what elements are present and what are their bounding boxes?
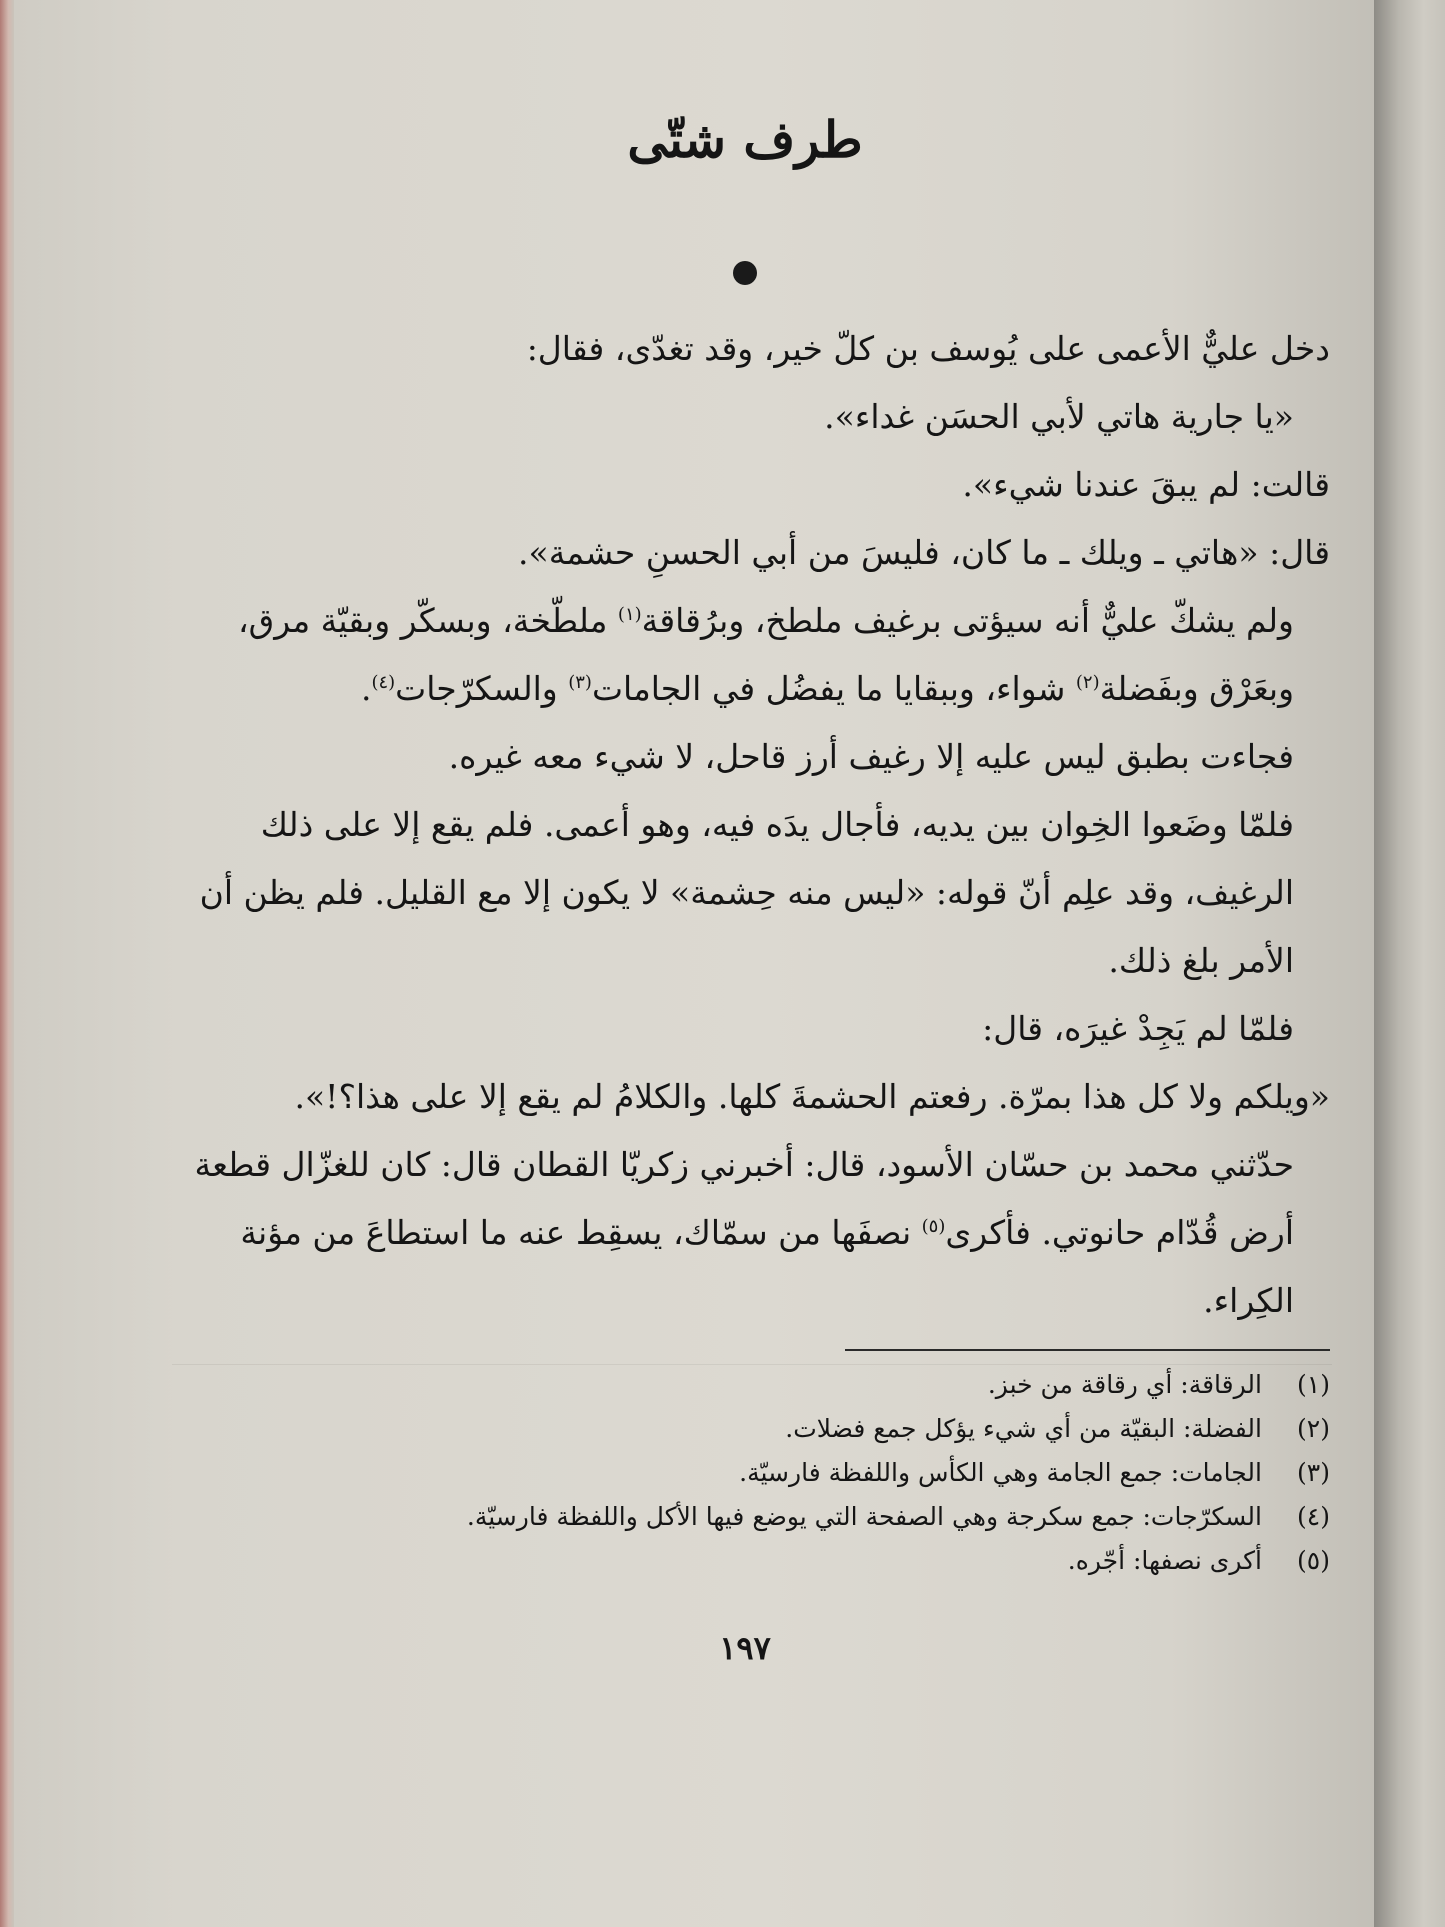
footnote-ref-1: (١)	[617, 604, 642, 625]
footnote-number: (٣)	[1297, 1458, 1330, 1487]
footnote-text: أكرى نصفها: أجّره.	[1067, 1546, 1262, 1575]
paragraph-1: دخل عليٌّ الأعمى على يُوسف بن كلّ خير، وقد تغدّى، فقال:	[526, 329, 1330, 368]
adjacent-page-edge	[0, 0, 14, 1927]
page-number: ١٩٧	[719, 1629, 771, 1667]
paragraph-5-part-d: والسكرّجات	[395, 669, 569, 708]
footnote-text: الفضلة: البقيّة من أي شيء يؤكل جمع فضلات.	[785, 1414, 1262, 1443]
footnote-ref-5: (٥)	[921, 1216, 946, 1237]
paragraph-6: فجاءت بطبق ليس عليه إلا رغيف أرز قاحل، لا شيء معه غيره.	[448, 737, 1294, 776]
footnote-4	[160, 1495, 1330, 1539]
section-bullet	[733, 261, 757, 285]
footnote-text: الجامات: جمع الجامة وهي الكأس واللفظة فارسيّة.	[739, 1458, 1262, 1487]
footnote-text: السكرّجات: جمع سكرجة وهي الصفحة التي يوضع فيها الأكل واللفظة فارسيّة.	[466, 1502, 1262, 1531]
footnotes	[160, 1363, 1330, 1583]
paragraph-8: فلمّا لم يَجِدْ غيرَه، قال:	[982, 1009, 1294, 1048]
footnote-separator	[845, 1349, 1330, 1351]
paragraph-10-part-a: حدّثني محمد بن حسّان الأسود، قال: أخبرني زكريّا القطان قال: كان للغزّال قطعة أرض قُدّام حانوتي. فأكرى	[194, 1145, 1294, 1252]
footnote-ref-3: (٣)	[568, 672, 592, 693]
paragraph-5-part-a: ولم يشكّ عليٌّ أنه سيؤتى برغيف ملطخ، وبرُقاقة	[641, 601, 1294, 640]
page-title: طرف شتّى	[627, 110, 863, 169]
paragraph-10	[160, 1131, 1330, 1335]
footnote-5	[160, 1539, 1330, 1583]
footnote-2	[160, 1407, 1330, 1451]
footnote-number: (٢)	[1297, 1414, 1330, 1443]
footnote-ref-4: (٤)	[371, 672, 396, 693]
footnote-1	[160, 1363, 1330, 1407]
paragraph-9: «ويلكم ولا كل هذا بمرّة. رفعتم الحشمةَ كلها. والكلامُ لم يقع إلا على هذا؟!».	[294, 1077, 1330, 1116]
footnote-3	[160, 1451, 1330, 1495]
footnote-number: (١)	[1297, 1370, 1330, 1399]
footnote-number: (٥)	[1297, 1546, 1330, 1575]
paragraph-2: «يا جارية هاتي لأبي الحسَن غداء».	[824, 397, 1294, 436]
paragraph-5-part-b: ملطّخة، وبسكّر وبقيّة مرق، وبعَرْق وبفَضلة	[238, 601, 1294, 708]
paragraph-4: قال: «هاتي ـ ويلك ـ ما كان، فليسَ من أبي الحسنِ حشمة».	[518, 533, 1330, 572]
book-gutter	[1374, 0, 1445, 1927]
footnote-text: الرقاقة: أي رقاقة من خبز.	[987, 1370, 1262, 1399]
footnote-number: (٤)	[1297, 1502, 1330, 1531]
paragraph-3: قالت: لم يبقَ عندنا شيء».	[962, 465, 1330, 504]
page-content	[160, 70, 1330, 1667]
paragraph-5	[160, 587, 1330, 723]
paragraph-10-part-b: نصفَها من سمّاك، يسقِط عنه ما استطاعَ من مؤنة الكِراء.	[240, 1213, 1294, 1320]
paragraph-5-part-c: شواء، وببقايا ما يفضُل في الجامات	[591, 669, 1076, 708]
body-text	[160, 315, 1330, 1335]
footnote-ref-2: (٢)	[1075, 672, 1100, 693]
paragraph-7: فلمّا وضَعوا الخِوان بين يديه، فأجال يدَه فيه، وهو أعمى. فلم يقع إلا على ذلك الرغيف، وقد علِم أنّ قوله: «ليس منه حِشمة» لا يكون إلا مع القليل. فلم يظن أن الأمر بلغ ذلك.	[199, 805, 1294, 980]
paragraph-5-part-e: .	[360, 669, 372, 708]
